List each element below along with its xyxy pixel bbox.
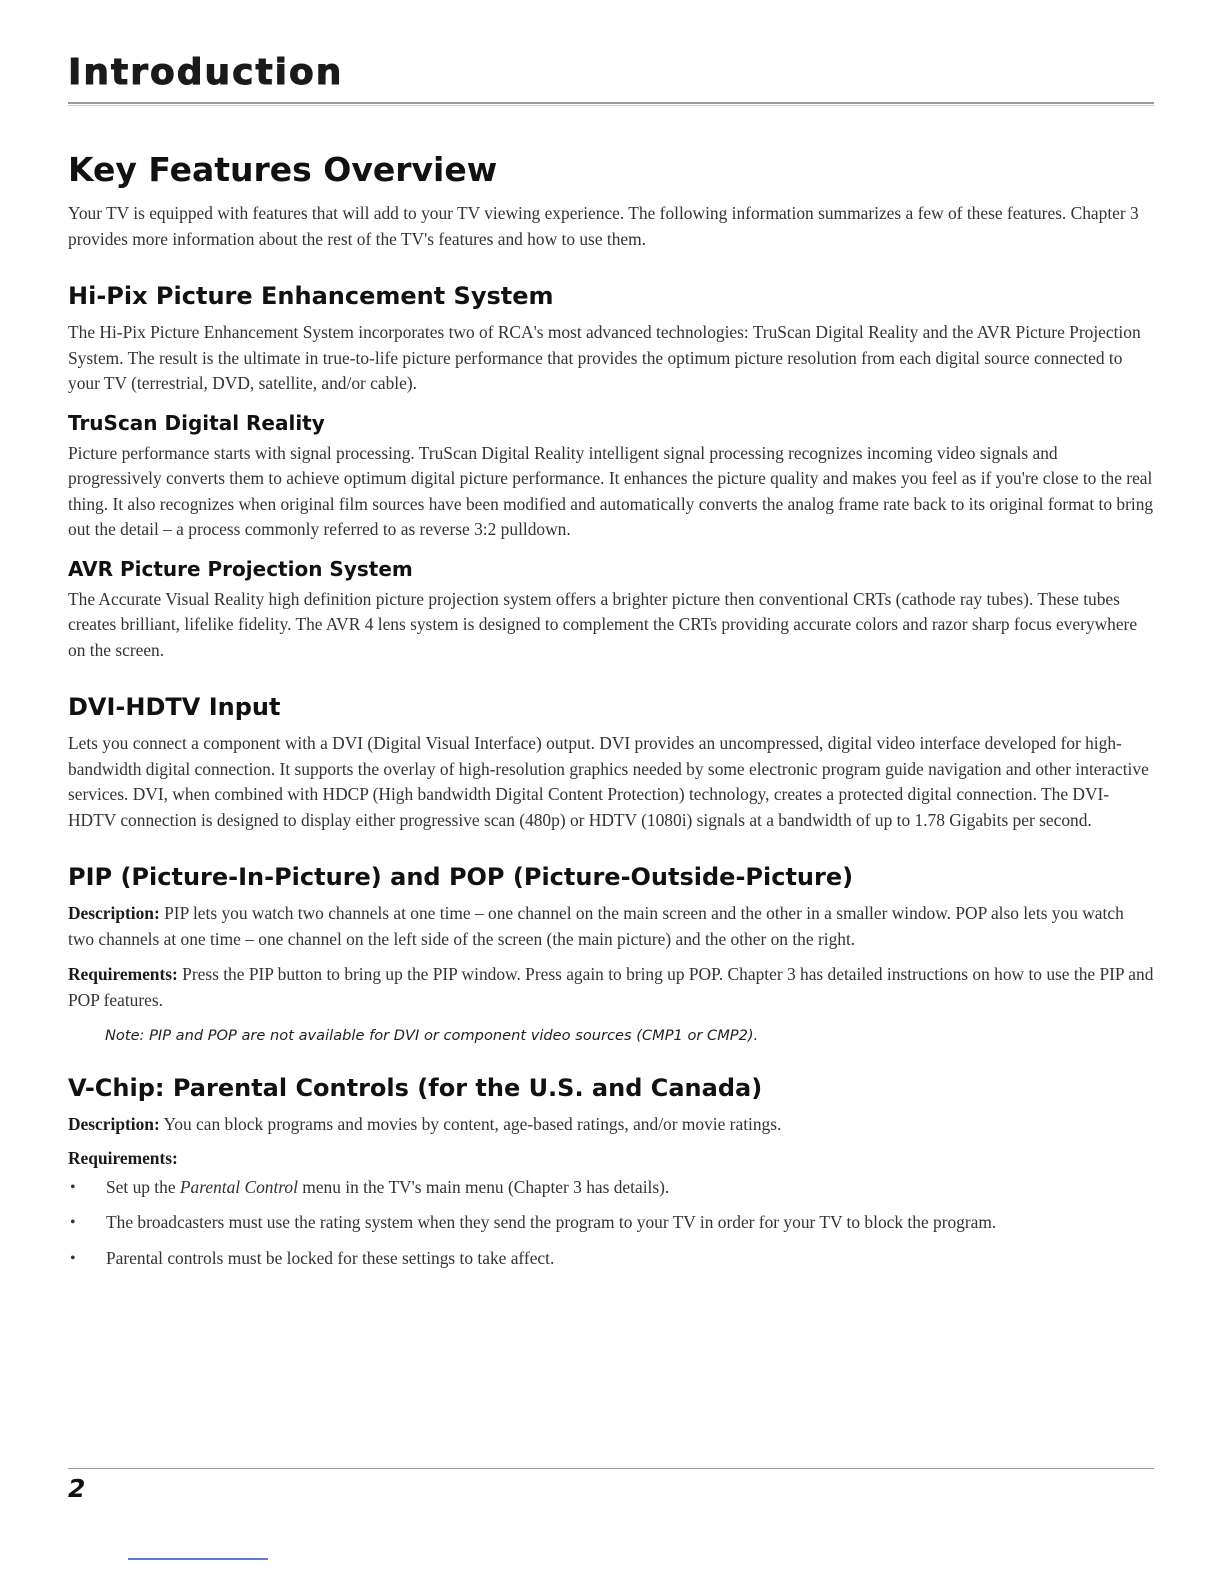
section-header: Introduction [68, 52, 344, 93]
page-title: Key Features Overview [68, 150, 498, 189]
bottom-accent-line [128, 1558, 268, 1560]
vchip-description [68, 1112, 1154, 1138]
dvi-paragraph: Lets you connect a component with a DVI (Digital Visual Interface) output. DVI provides an uncompressed, digital video interface developed for high-bandwidth digital connection. It supports the overlay of high-resolution graphics needed by some electronic program guide navigation and other interactive services. DVI, when combined with HDCP (High bandwidth Digital Content Protection) technology, creates a protected digital connection. The DVI-HDTV connection is designed to display either progressive scan (480p) or HDTV (1080i) signals at a bandwidth of up to 1.78 Gigabits per second. [68, 733, 1149, 830]
header-rule-secondary [68, 105, 1154, 106]
pip-note: Note: PIP and POP are not available for DVI or component video sources (CMP1 or CMP2). [105, 1027, 759, 1044]
list-item [68, 1175, 1154, 1201]
list-item-text: menu in the TV's main menu (Chapter 3 has details). [297, 1176, 670, 1197]
page-number: 2 [68, 1474, 86, 1503]
pip-heading: PIP (Picture-In-Picture) and POP (Picture-Outside-Picture) [68, 863, 854, 891]
hipix-paragraph: The Hi-Pix Picture Enhancement System incorporates two of RCA's most advanced technologies: TruScan Digital Reality and the AVR Picture Projection System. The result is the ultimate in true-to-life picture performance that provides the optimum picture resolution from each digital source connected to your TV (terrestrial, DVD, satellite, and/or cable). [68, 322, 1141, 393]
avr-heading: AVR Picture Projection System [68, 556, 413, 581]
list-item-text: Set up the [106, 1176, 180, 1197]
list-item: • The broadcasters must use the rating system when they send the program to your TV in order for your TV to block the program. [68, 1210, 1154, 1236]
vchip-description-text: You can block programs and movies by content, age-based ratings, and/or movie ratings. [159, 1114, 782, 1134]
pip-description [68, 901, 1154, 952]
parental-control-menu-name: Parental Control [179, 1176, 298, 1197]
header-rule [68, 102, 1154, 104]
list-item: • Parental controls must be locked for these settings to take affect. [68, 1246, 1154, 1272]
pip-requirements [68, 962, 1154, 1013]
intro-paragraph: Your TV is equipped with features that will add to your TV viewing experience. The following information summarizes a few of these features. Chapter 3 provides more information about the rest of the TV's features and how to use them. [68, 203, 1139, 249]
pip-requirements-text: Press the PIP button to bring up the PIP window. Press again to bring up POP. Chapter 3 has detailed instructions on how to use the PIP and POP features. [68, 964, 1154, 1010]
vchip-requirements-label: Requirements: [68, 1147, 178, 1168]
vchip-requirements-list [68, 1175, 1154, 1272]
avr-paragraph: The Accurate Visual Reality high definition picture projection system offers a brighter picture then conventional CRTs (cathode ray tubes). These tubes creates brilliant, lifelike fidelity. The AVR 4 lens system is designed to complement the CRTs providing accurate colors and razor sharp focus everywhere on the screen. [68, 588, 1138, 660]
pip-description-text: PIP lets you watch two channels at one time – one channel on the main screen and the other in a smaller window. POP also lets you watch two channels at one time – one channel on the left side of the screen (the main picture) and the other on the right. [68, 903, 1124, 949]
footer-rule [68, 1468, 1154, 1469]
pip-description-label: Description: [68, 903, 160, 923]
truscan-paragraph: Picture performance starts with signal processing. TruScan Digital Reality intelligent signal processing recognizes incoming video signals and progressively converts them to achieve optimum digital picture performance. It enhances the picture quality and makes you feel as if you're close to the real thing. It also recognizes when original film sources have been modified and automatically converts the analog frame rate back to its original format to bring out the detail – a process commonly referred to as reverse 3:2 pulldown. [68, 442, 1154, 539]
pip-requirements-label: Requirements: [68, 964, 178, 984]
truscan-heading: TruScan Digital Reality [68, 410, 325, 435]
dvi-heading: DVI-HDTV Input [68, 693, 281, 721]
vchip-description-label: Description: [68, 1114, 160, 1134]
vchip-heading: V-Chip: Parental Controls (for the U.S. and Canada) [68, 1074, 763, 1102]
page-content [68, 150, 1154, 1281]
hipix-heading: Hi-Pix Picture Enhancement System [68, 282, 554, 310]
